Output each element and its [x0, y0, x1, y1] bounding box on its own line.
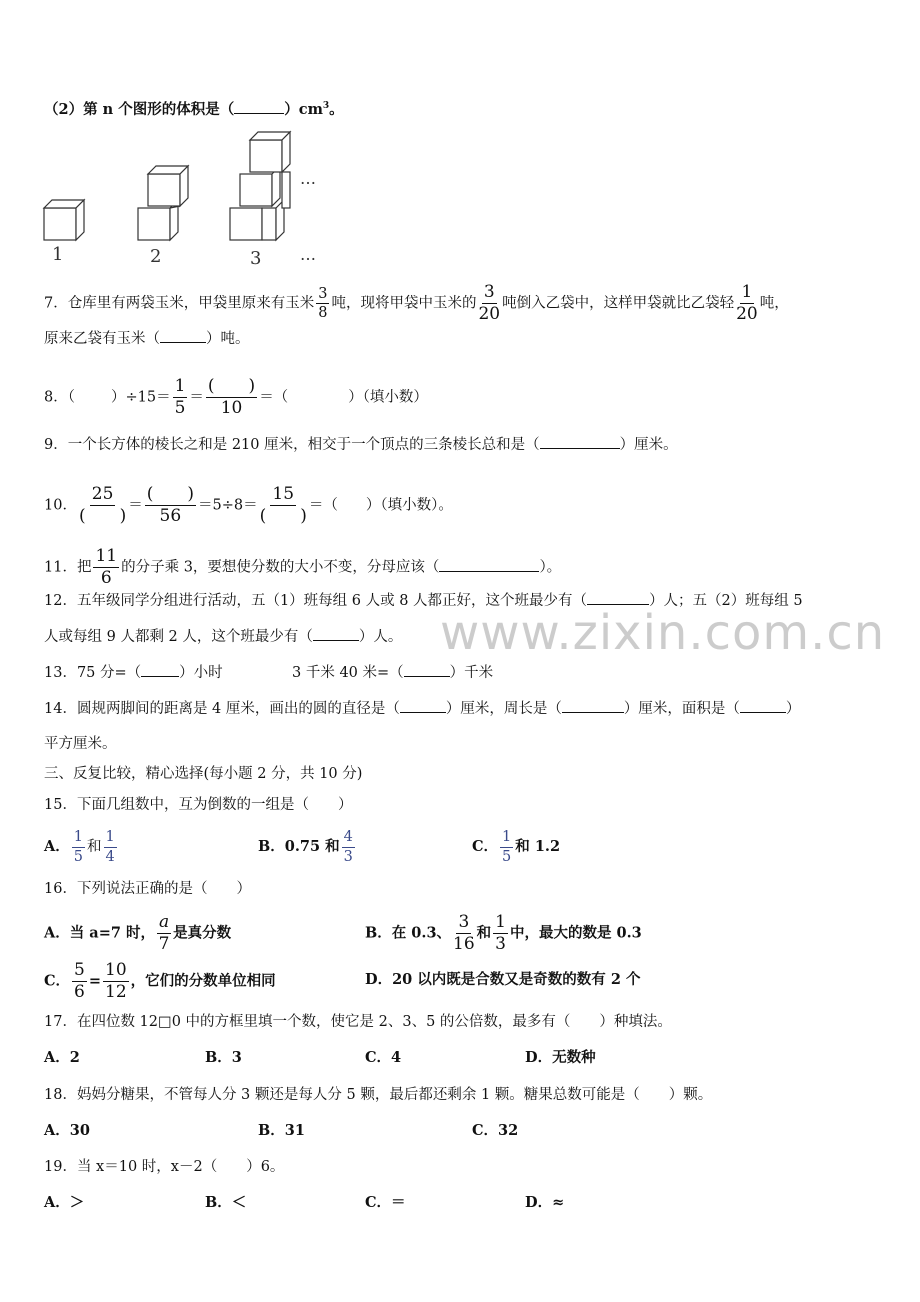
q16-option-b[interactable]: B．在 0.3、 $\frac{3}{16}$ 和 $\frac{1}{3}$ 中，最大的数是 0.3: [365, 912, 642, 954]
q15-stem: 15．下面几组数中，互为倒数的一组是（ ）: [44, 797, 353, 813]
q16-stem: 16．下列说法正确的是（ ）: [44, 881, 251, 897]
q7-line1: 7．仓库里有两袋玉米，甲袋里原来有玉米 $\frac{3}{8}$ 吨，现将甲袋中玉米的 $\frac{3}{20}$ 吨倒入乙袋中，这样甲袋就比乙袋轻 $\frac{1}{20}$ 吨，: [44, 282, 789, 324]
cube-figure: [38, 128, 358, 268]
q17-stem: 17．在四位数 12□0 中的方框里填一个数，使它是 2、3、5 的公倍数，最多有（ ）种填法。: [44, 1014, 672, 1030]
answer-blank[interactable]: [540, 434, 620, 449]
answer-blank[interactable]: [141, 662, 179, 677]
answer-blank[interactable]: [160, 328, 206, 343]
q17-option-d[interactable]: D．无数种: [525, 1049, 596, 1066]
q19-stem: 19．当 x＝10 时，x－2（ ）6。: [44, 1159, 285, 1175]
q12-line1: 12．五年级同学分组进行活动，五（1）班每组 6 人或 8 人都正好，这个班最少有（ ）人；五（2）班每组 5: [44, 590, 803, 611]
q18-stem: 18．妈妈分糖果，不管每人分 3 颗还是每人分 5 颗，最后都还剩余 1 颗。糖果总数可能是（ ）颗。: [44, 1087, 713, 1103]
figure-label-1: 1: [52, 244, 64, 265]
q13-a: 13．75 分=（ ）小时: [44, 662, 223, 683]
q16-option-c[interactable]: C． $\frac{5}{6}$ = $\frac{10}{12}$ ，它们的分数单位相同: [44, 960, 276, 1002]
q11: 11．把 $\frac{11}{6}$ 的分子乘 3，要想使分数的大小不变，分母应该（ ）。: [44, 546, 562, 588]
answer-blank[interactable]: [740, 698, 786, 713]
answer-blank[interactable]: [234, 99, 284, 114]
section3-heading: 三、反复比较，精心选择(每小题 2 分，共 10 分): [44, 766, 363, 782]
q6-part2: （2）第 n 个图形的体积是（ ）$cm^3$。: [44, 100, 344, 118]
q13-b: 3 千米 40 米=（ ）千米: [292, 662, 493, 683]
q10: 10． $\frac{25}{( )}$ ＝ $\frac{( )}{56}$ ＝5÷8＝ $\frac{15}{( )}$ ＝（ ）（填小数）。: [44, 484, 453, 526]
answer-blank[interactable]: [313, 626, 359, 641]
q9: 9．一个长方体的棱长之和是 210 厘米，相交于一个顶点的三条棱长总和是（ ）厘米。: [44, 434, 678, 455]
figure-label-3: 3: [250, 248, 262, 268]
q12-line2: 人或每组 9 人都剩 2 人，这个班最少有（ ）人。: [44, 626, 402, 647]
q16-option-d[interactable]: D．20 以内既是合数又是奇数的数有 2 个: [365, 971, 641, 988]
q18-option-a[interactable]: A．30: [44, 1122, 90, 1139]
q8: 8．（ ）÷15＝ $\frac{1}{5}$ ＝ $\frac{( )}{10}$ ＝（ ）（填小数）: [44, 376, 428, 418]
watermark: www.zixin.com.cn: [440, 605, 886, 661]
q15-option-a[interactable]: A． $\frac{1}{5}$ 和 $\frac{1}{4}$: [44, 829, 115, 865]
q15-option-b[interactable]: B．0.75 和 $\frac{4}{3}$: [258, 829, 353, 865]
answer-blank[interactable]: [400, 698, 446, 713]
q19-option-b[interactable]: B．＜: [205, 1194, 247, 1211]
figure-dots-top: …: [300, 169, 316, 188]
q18-option-b[interactable]: B．31: [258, 1122, 305, 1139]
q16-option-a[interactable]: A．当 a=7 时， $\frac{a}{7}$ 是真分数: [44, 912, 232, 954]
q18-option-c[interactable]: C．32: [472, 1122, 519, 1139]
q19-option-c[interactable]: C．＝: [365, 1194, 406, 1211]
figure-label-2: 2: [150, 246, 162, 267]
q14-line2: 平方厘米。: [44, 736, 117, 752]
q7-line2: 原来乙袋有玉米（ ）吨。: [44, 328, 250, 349]
answer-blank[interactable]: [439, 557, 539, 572]
q15-option-c[interactable]: C． $\frac{1}{5}$ 和 1.2: [472, 829, 561, 865]
q17-option-b[interactable]: B．3: [205, 1049, 242, 1066]
q19-option-d[interactable]: D．≈: [525, 1194, 565, 1211]
answer-blank[interactable]: [562, 698, 624, 713]
answer-blank[interactable]: [404, 662, 450, 677]
q17-option-c[interactable]: C．4: [365, 1049, 402, 1066]
answer-blank[interactable]: [587, 590, 649, 605]
q19-option-a[interactable]: A．＞: [44, 1194, 85, 1211]
figure-dots-bottom: …: [300, 245, 316, 264]
q14-line1: 14．圆规两脚间的距离是 4 厘米，画出的圆的直径是（ ）厘米，周长是（ ）厘米，面积是（ ）: [44, 698, 800, 719]
q17-option-a[interactable]: A．2: [44, 1049, 80, 1066]
